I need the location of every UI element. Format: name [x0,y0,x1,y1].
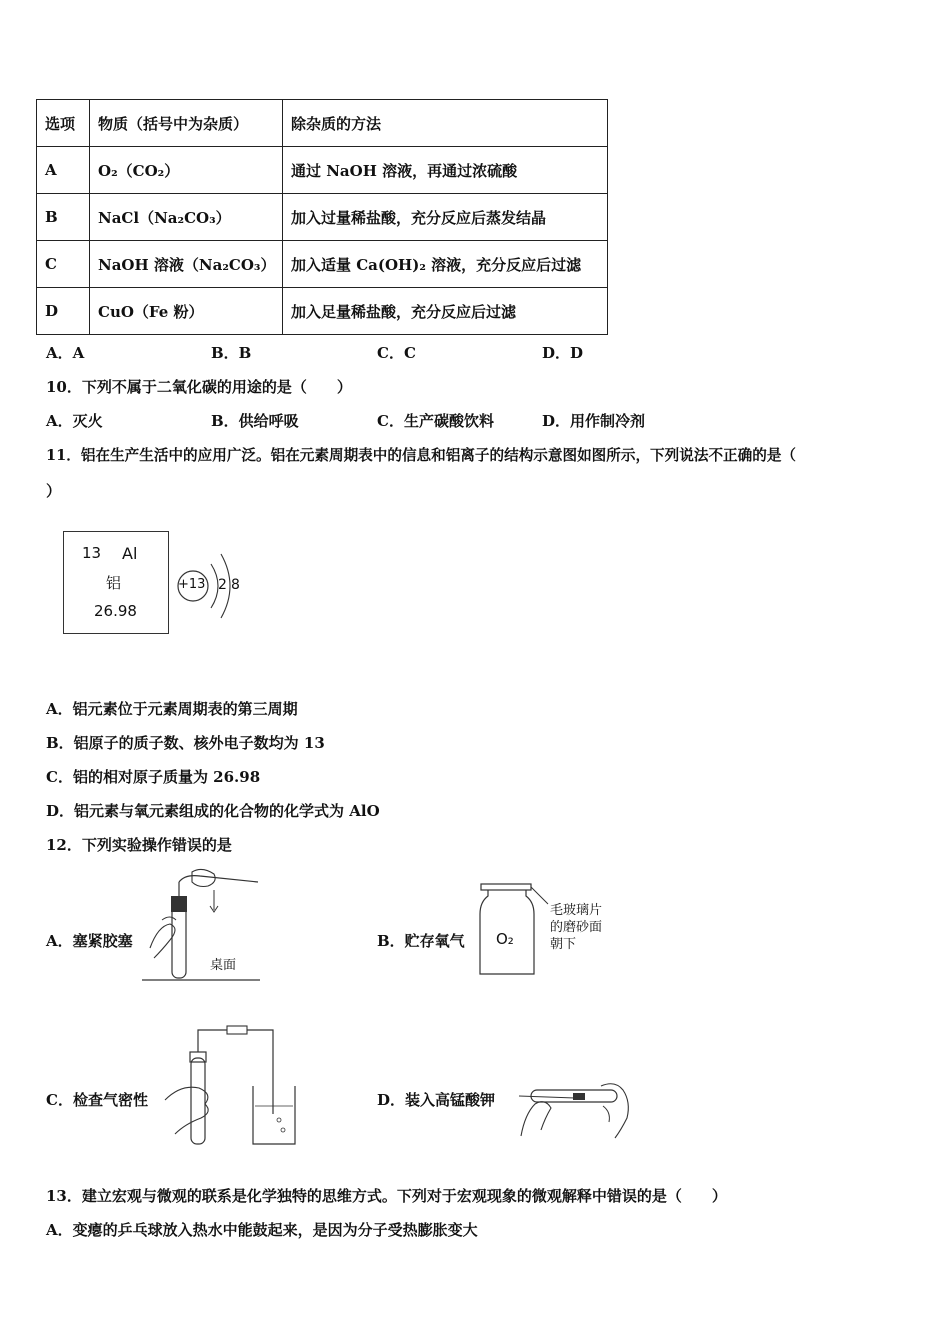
q11-option-c[interactable]: C．铝的相对原子质量为 26.98 [46,768,261,786]
row-substance: CuO（Fe 粉） [90,288,283,335]
row-method: 加入过量稀盐酸，充分反应后蒸发结晶 [283,194,608,241]
q10-option-a[interactable]: A．灭火 [46,412,103,430]
q13-stem: 13．建立宏观与微观的联系是化学独特的思维方式。下列对于宏观现象的微观解释中错误的是（ ） [46,1187,727,1205]
q9-option-a[interactable]: A．A [46,344,85,362]
q13-option-a[interactable]: A．变瘪的乒乓球放入热水中能鼓起来，是因为分子受热膨胀变大 [46,1221,478,1239]
q11-option-a[interactable]: A．铝元素位于元素周期表的第三周期 [46,700,298,718]
q12-option-a[interactable]: A．塞紧胶塞 [46,932,133,950]
ion-shell2-label: 8 [231,577,240,593]
element-card [63,531,169,634]
stopper-hand-graphic [140,868,262,986]
powder-loading-graphic [515,1078,635,1142]
row-option: A [37,147,90,194]
q12-option-d[interactable]: D．装入高锰酸钾 [377,1091,496,1109]
row-option: C [37,241,90,288]
bottle-o2-label: O₂ [496,930,514,948]
q10-stem: 10．下列不属于二氧化碳的用途的是（ ） [46,378,352,396]
row-substance: NaOH 溶液（Na₂CO₃） [90,241,283,288]
q10-option-b[interactable]: B．供给呼吸 [211,412,299,430]
row-substance: NaCl（Na₂CO₃） [90,194,283,241]
q9-option-c[interactable]: C．C [377,344,416,362]
q11-option-b[interactable]: B．铝原子的质子数、核外电子数均为 13 [46,734,325,752]
header-method: 除杂质的方法 [283,100,608,147]
q12-option-c[interactable]: C．检查气密性 [46,1091,148,1109]
header-substance: 物质（括号中为杂质） [90,100,283,147]
q9-option-b[interactable]: B．B [211,344,252,362]
fig-airtightness-check [155,1024,305,1152]
q12-option-b[interactable]: B．贮存氧气 [377,932,465,950]
q10-option-d[interactable]: D．用作制冷剂 [542,412,646,430]
airtightness-graphic [155,1024,305,1152]
element-number: 13 [82,544,102,562]
row-substance: O₂（CO₂） [90,147,283,194]
ground-glass-note [550,902,602,953]
row-method: 加入适量 Ca(OH)₂ 溶液，充分反应后过滤 [283,241,608,288]
row-method: 加入足量稀盐酸，充分反应后过滤 [283,288,608,335]
q11-option-d[interactable]: D．铝元素与氧元素组成的化合物的化学式为 AlO [46,802,380,820]
q11-stem-line2: ） [46,482,62,500]
note-line: 毛玻璃片 [550,903,603,918]
table-row [37,147,608,194]
fig-stopper-insertion [140,868,262,986]
table-row [37,194,608,241]
table-header-row [37,100,608,147]
element-name: 铝 [106,574,122,592]
row-option: B [37,194,90,241]
q12-stem: 12．下列实验操作错误的是 [46,836,232,854]
q9-table [36,99,608,335]
element-mass: 26.98 [94,602,137,620]
element-symbol: Al [122,544,138,563]
q11-stem-line1: 11．铝在生产生活中的应用广泛。铝在元素周期表中的信息和铝离子的结构示意图如图所示，下列说法不正确的是（ [46,447,797,464]
note-line: 的磨砂面 [550,920,603,935]
q9-option-d[interactable]: D．D [542,344,584,362]
table-row [37,288,608,335]
table-row [37,241,608,288]
ion-shell1-label: 2 [218,577,227,593]
note-line: 朝下 [550,937,577,952]
ion-structure-diagram [173,540,253,630]
row-option: D [37,288,90,335]
header-option: 选项 [37,100,90,147]
desk-label: 桌面 [210,958,237,973]
fig-powder-loading [515,1078,635,1142]
fig-gas-bottle [478,880,638,980]
ion-nucleus-label: +13 [178,577,206,592]
row-method: 通过 NaOH 溶液，再通过浓硫酸 [283,147,608,194]
q10-option-c[interactable]: C．生产碳酸饮料 [377,412,494,430]
